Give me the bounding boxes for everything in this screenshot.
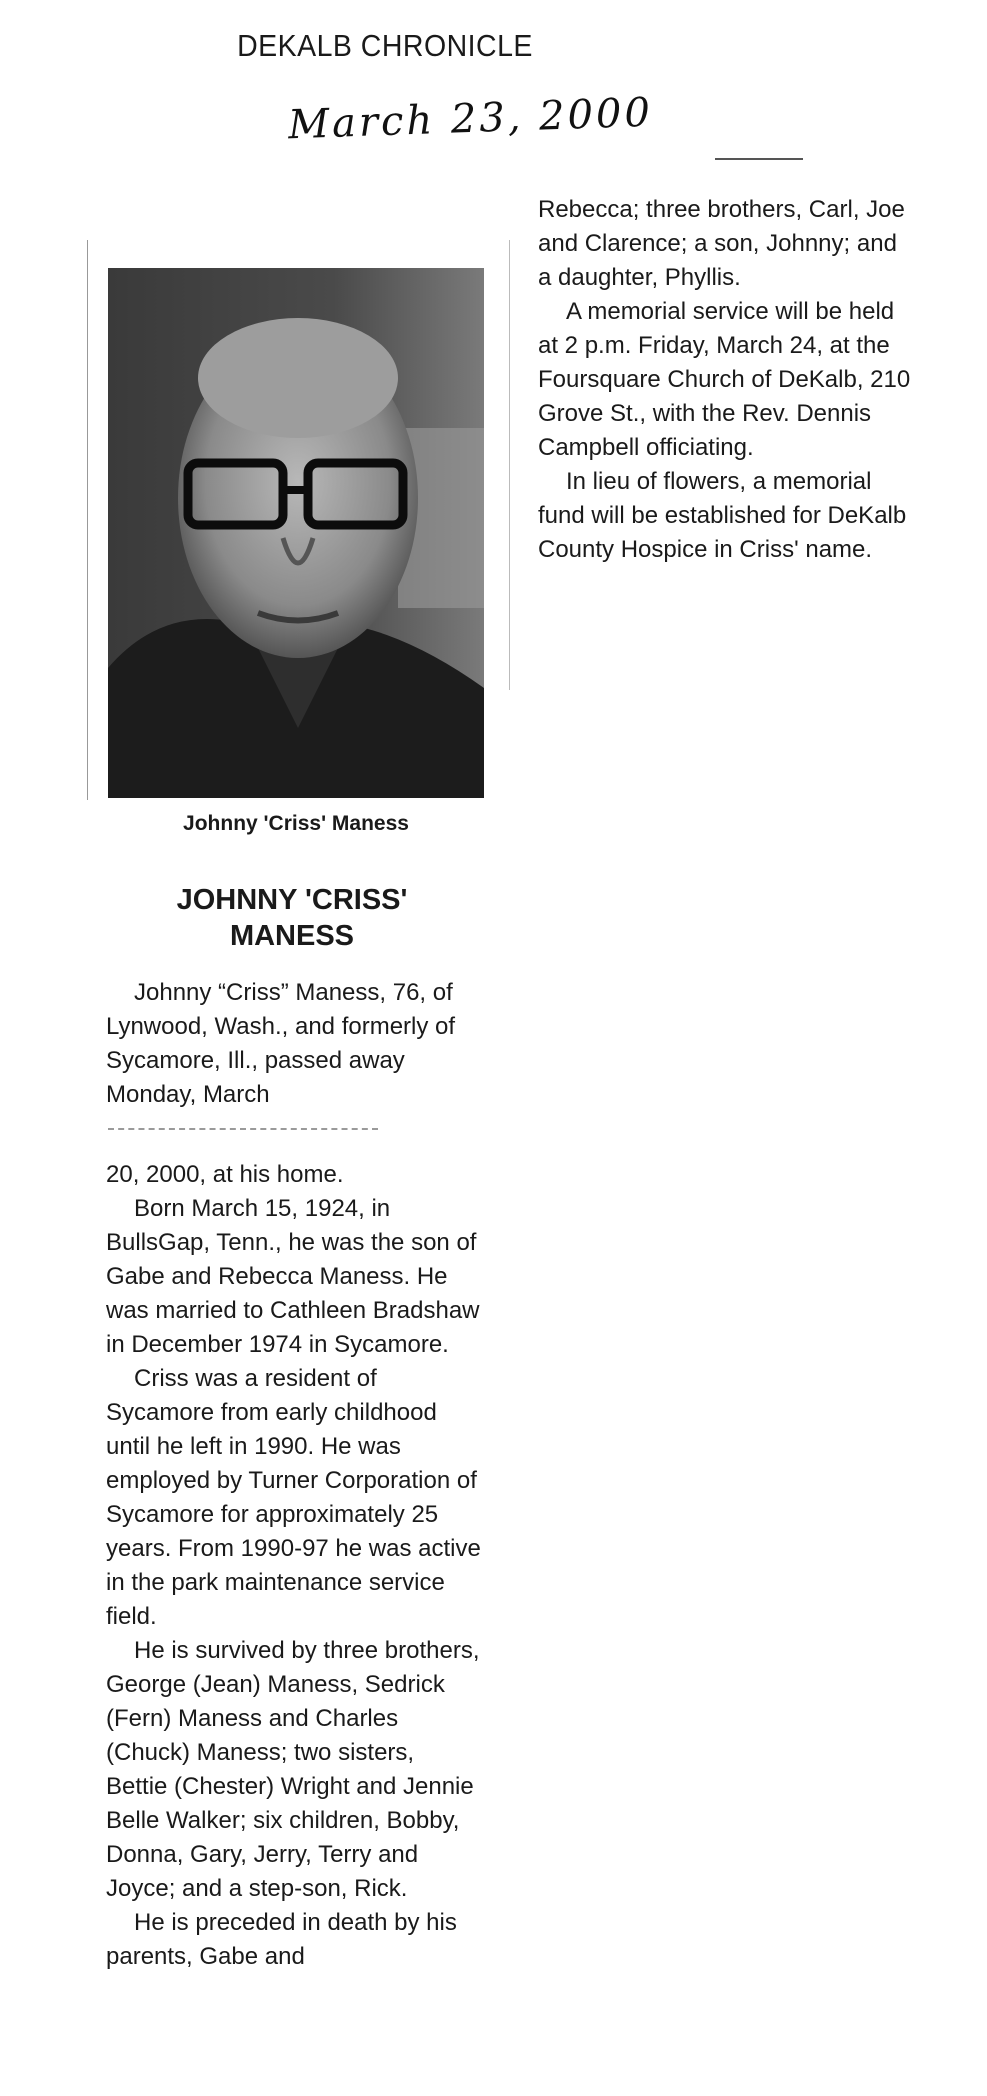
column-divider [509, 240, 510, 690]
portrait-illustration [108, 268, 484, 798]
obituary-column-right [538, 193, 913, 567]
paragraph-intro: Johnny “Criss” Maness, 76, of Lynwood, Wash., and formerly of Sycamore, Ill., passed away Monday, March [106, 979, 456, 1108]
paragraph-memorial-fund: In lieu of flowers, a memorial fund will be established for DeKalb County Hospice in Criss' name. [538, 468, 907, 563]
paragraph-memorial-service: A memorial service will be held at 2 p.m. Friday, March 24, at the Foursquare Church of DeKalb, 210 Grove St., with the Rev. Dennis Campbell officiating. [538, 298, 911, 461]
clipping-edge [87, 240, 88, 800]
clipping-fold-line [108, 1128, 378, 1132]
obituary-headline [104, 882, 480, 954]
obituary-column-left-bottom [106, 1158, 481, 1974]
paragraph-date: 20, 2000, at his home. [106, 1161, 344, 1188]
paragraph-preceded: He is preceded in death by his parents, Gabe and [106, 1909, 457, 1970]
paragraph-birth: Born March 15, 1924, in BullsGap, Tenn., he was the son of Gabe and Rebecca Maness. He was married to Cathleen Bradshaw in December 1974 in Sycamore. [106, 1195, 480, 1358]
paragraph-career: Criss was a resident of Sycamore from early childhood until he left in 1990. He was employed by Turner Corporation of Sycamore for approximately 25 years. From 1990-97 he was active in the park maintenance service field. [106, 1365, 481, 1630]
headline-line-2: MANESS [229, 920, 355, 952]
headline-line-1: JOHNNY 'CRISS' [176, 884, 408, 916]
column-rule [715, 158, 803, 160]
newspaper-masthead: DEKALB CHRONICLE [237, 28, 533, 63]
paragraph-survivors: He is survived by three brothers, George (Jean) Maness, Sedrick (Fern) Maness and Charles (Chuck) Maness; two sisters, Bettie (Chester) Wright and Jennie Belle Walker; six children, Bobby, Donna, Gary, Jerry, Terry and Joyce; and a step-son, Rick. [106, 1637, 480, 1902]
photo-caption: Johnny 'Criss' Maness [183, 812, 409, 835]
paragraph-continued: Rebecca; three brothers, Carl, Joe and Clarence; a son, Johnny; and a daughter, Phyllis. [538, 196, 905, 291]
handwritten-date: March 23, 2000 [287, 89, 654, 149]
obituary-column-left-top [106, 976, 481, 1112]
portrait-photo [108, 268, 484, 798]
